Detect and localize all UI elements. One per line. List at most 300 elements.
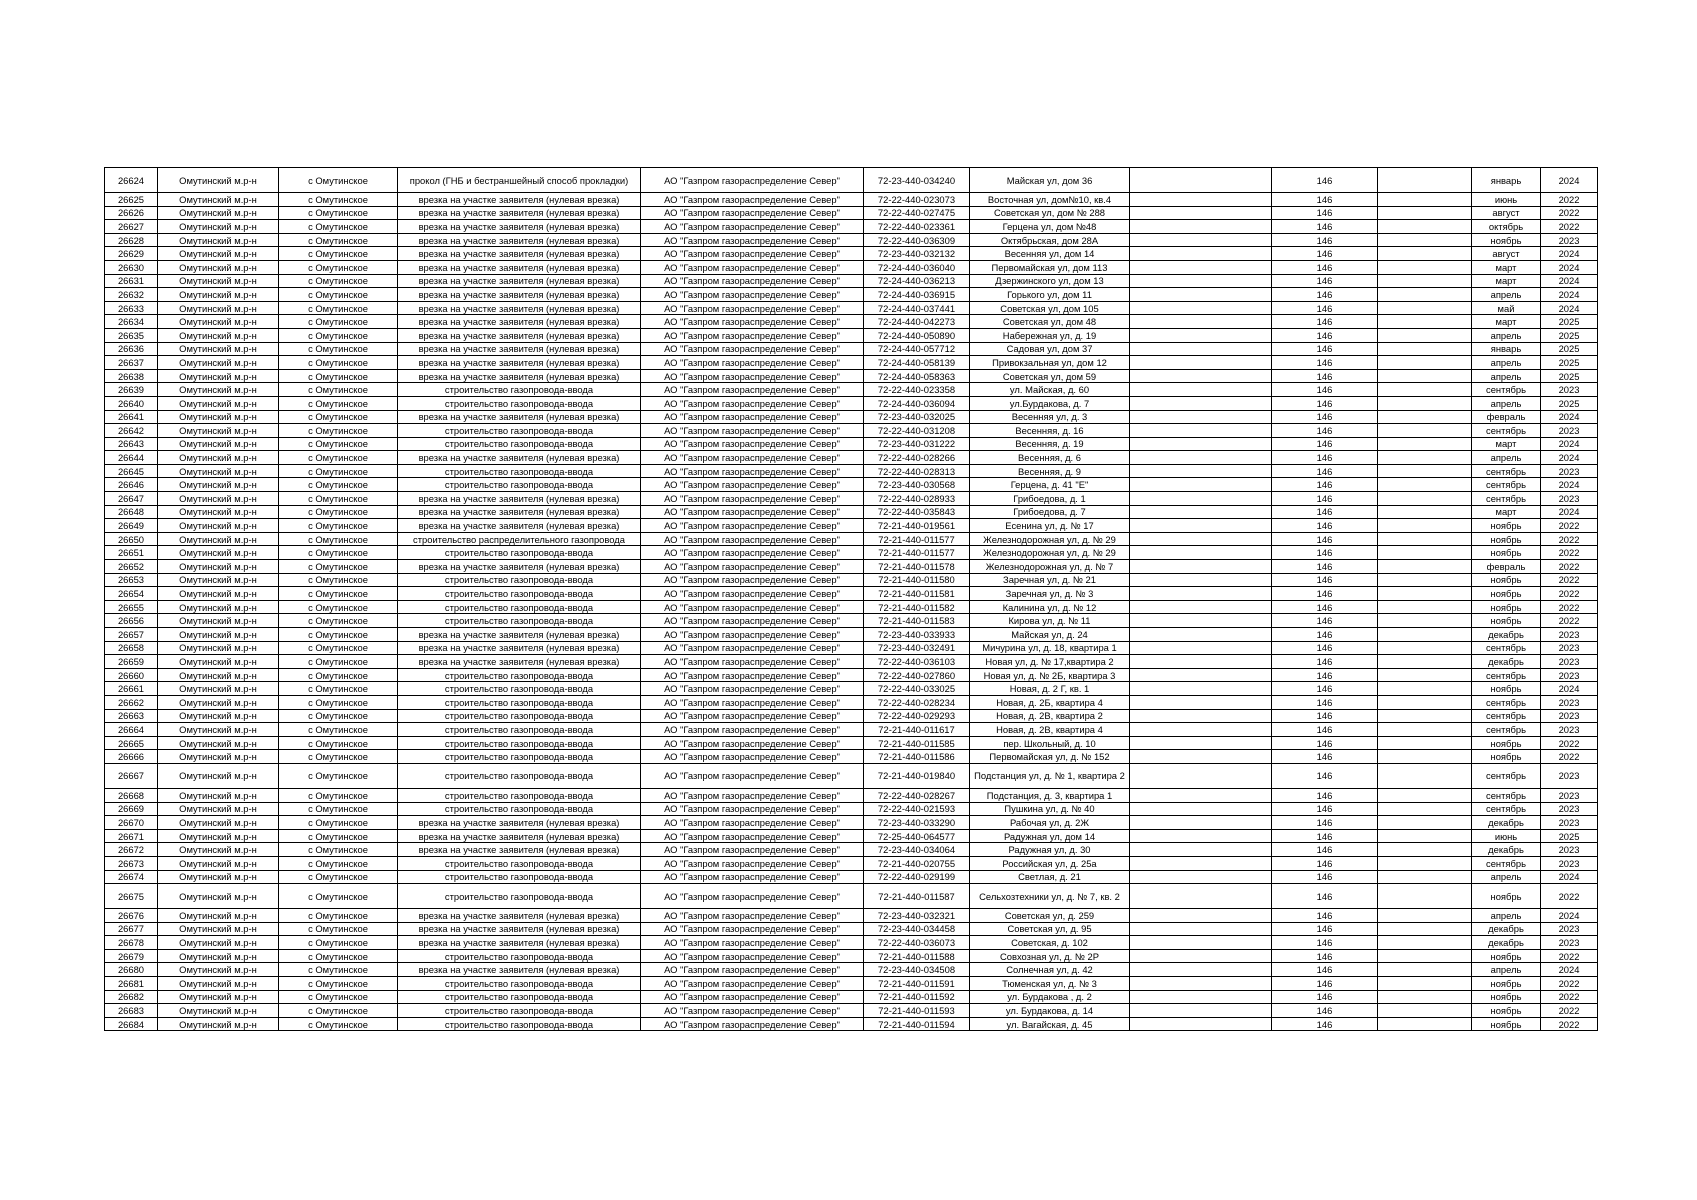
- table-row: [105, 260, 1598, 274]
- year-cell: 2024: [1541, 478, 1598, 492]
- month-cell: ноябрь: [1472, 750, 1541, 764]
- company-cell: АО "Газпром газораспределение Север": [641, 990, 864, 1004]
- empty-cell: [1378, 424, 1472, 438]
- empty-cell: [1130, 573, 1272, 587]
- application-number-cell: 72-23-440-032025: [864, 410, 970, 424]
- month-cell: сентябрь: [1472, 492, 1541, 506]
- address-cell: Привокзальная ул, дом 12: [970, 356, 1130, 370]
- company-cell: АО "Газпром газораспределение Север": [641, 802, 864, 816]
- tariff-cell: 146: [1272, 990, 1378, 1004]
- tariff-cell: 146: [1272, 492, 1378, 506]
- year-cell: 2023: [1541, 424, 1598, 438]
- application-number-cell: 72-21-440-011587: [864, 884, 970, 909]
- application-number-cell: 72-21-440-011578: [864, 560, 970, 574]
- row-number-cell: 26672: [105, 843, 158, 857]
- table-row: [105, 424, 1598, 438]
- empty-cell: [1378, 990, 1472, 1004]
- work-type-cell: врезка на участке заявителя (нулевая врезка): [398, 260, 641, 274]
- document-page: [104, 167, 1593, 1031]
- row-number-cell: 26642: [105, 424, 158, 438]
- address-cell: Подстанция, д. 3, квартира 1: [970, 788, 1130, 802]
- tariff-cell: 146: [1272, 963, 1378, 977]
- year-cell: 2022: [1541, 532, 1598, 546]
- company-cell: АО "Газпром газораспределение Север": [641, 424, 864, 438]
- empty-cell: [1378, 963, 1472, 977]
- tariff-cell: 146: [1272, 260, 1378, 274]
- empty-cell: [1130, 424, 1272, 438]
- tariff-cell: 146: [1272, 383, 1378, 397]
- empty-cell: [1130, 492, 1272, 506]
- settlement-cell: с Омутинское: [279, 492, 398, 506]
- address-cell: Светлая, д. 21: [970, 870, 1130, 884]
- tariff-cell: 146: [1272, 709, 1378, 723]
- district-cell: Омутинский м.р-н: [158, 301, 279, 315]
- address-cell: Весенняя ул, дом 14: [970, 247, 1130, 261]
- district-cell: Омутинский м.р-н: [158, 328, 279, 342]
- settlement-cell: с Омутинское: [279, 342, 398, 356]
- district-cell: Омутинский м.р-н: [158, 936, 279, 950]
- month-cell: декабрь: [1472, 628, 1541, 642]
- year-cell: 2025: [1541, 396, 1598, 410]
- empty-cell: [1130, 451, 1272, 465]
- row-number-cell: 26647: [105, 492, 158, 506]
- empty-cell: [1130, 1004, 1272, 1018]
- district-cell: Омутинский м.р-н: [158, 641, 279, 655]
- empty-cell: [1130, 614, 1272, 628]
- district-cell: Омутинский м.р-н: [158, 560, 279, 574]
- address-cell: ул. Майская, д. 60: [970, 383, 1130, 397]
- empty-cell: [1130, 668, 1272, 682]
- company-cell: АО "Газпром газораспределение Север": [641, 750, 864, 764]
- tariff-cell: 146: [1272, 1004, 1378, 1018]
- year-cell: 2023: [1541, 802, 1598, 816]
- year-cell: 2023: [1541, 383, 1598, 397]
- company-cell: АО "Газпром газораспределение Север": [641, 682, 864, 696]
- address-cell: Российская ул, д. 25а: [970, 856, 1130, 870]
- settlement-cell: с Омутинское: [279, 641, 398, 655]
- row-number-cell: 26665: [105, 736, 158, 750]
- address-cell: Радужная ул, дом 14: [970, 829, 1130, 843]
- application-number-cell: 72-22-440-033025: [864, 682, 970, 696]
- tariff-cell: 146: [1272, 301, 1378, 315]
- work-type-cell: строительство газопровода-ввода: [398, 870, 641, 884]
- empty-cell: [1378, 260, 1472, 274]
- empty-cell: [1130, 505, 1272, 519]
- work-type-cell: врезка на участке заявителя (нулевая врезка): [398, 315, 641, 329]
- work-type-cell: строительство газопровода-ввода: [398, 464, 641, 478]
- month-cell: апрель: [1472, 963, 1541, 977]
- month-cell: ноябрь: [1472, 977, 1541, 991]
- row-number-cell: 26661: [105, 682, 158, 696]
- tariff-cell: 146: [1272, 614, 1378, 628]
- application-number-cell: 72-22-440-027475: [864, 206, 970, 220]
- empty-cell: [1378, 464, 1472, 478]
- settlement-cell: с Омутинское: [279, 464, 398, 478]
- empty-cell: [1130, 168, 1272, 193]
- table-row: [105, 695, 1598, 709]
- tariff-cell: 146: [1272, 505, 1378, 519]
- address-cell: Рабочая ул, д. 2Ж: [970, 816, 1130, 830]
- table-row: [105, 682, 1598, 696]
- empty-cell: [1130, 977, 1272, 991]
- district-cell: Омутинский м.р-н: [158, 587, 279, 601]
- row-number-cell: 26677: [105, 922, 158, 936]
- district-cell: Омутинский м.р-н: [158, 505, 279, 519]
- year-cell: 2024: [1541, 301, 1598, 315]
- row-number-cell: 26673: [105, 856, 158, 870]
- tariff-cell: 146: [1272, 750, 1378, 764]
- work-type-cell: строительство газопровода-ввода: [398, 1004, 641, 1018]
- year-cell: 2022: [1541, 573, 1598, 587]
- work-type-cell: строительство газопровода-ввода: [398, 573, 641, 587]
- empty-cell: [1130, 750, 1272, 764]
- empty-cell: [1130, 478, 1272, 492]
- application-number-cell: 72-22-440-035843: [864, 505, 970, 519]
- address-cell: Пушкина ул, д. № 40: [970, 802, 1130, 816]
- empty-cell: [1378, 451, 1472, 465]
- empty-cell: [1378, 247, 1472, 261]
- company-cell: АО "Газпром газораспределение Север": [641, 816, 864, 830]
- table-row: [105, 1004, 1598, 1018]
- table-row: [105, 750, 1598, 764]
- table-row: [105, 301, 1598, 315]
- year-cell: 2023: [1541, 763, 1598, 788]
- tariff-cell: 146: [1272, 788, 1378, 802]
- work-type-cell: строительство газопровода-ввода: [398, 763, 641, 788]
- application-number-cell: 72-21-440-011586: [864, 750, 970, 764]
- month-cell: ноябрь: [1472, 736, 1541, 750]
- row-number-cell: 26637: [105, 356, 158, 370]
- address-cell: Советская, д. 102: [970, 936, 1130, 950]
- address-cell: ул.Бурдакова, д. 7: [970, 396, 1130, 410]
- work-type-cell: строительство газопровода-ввода: [398, 709, 641, 723]
- table-row: [105, 628, 1598, 642]
- district-cell: Омутинский м.р-н: [158, 369, 279, 383]
- address-cell: Сельхозтехники ул, д. № 7, кв. 2: [970, 884, 1130, 909]
- data-table: [104, 167, 1598, 1031]
- empty-cell: [1378, 816, 1472, 830]
- application-number-cell: 72-21-440-011592: [864, 990, 970, 1004]
- tariff-cell: 146: [1272, 193, 1378, 207]
- table-row: [105, 936, 1598, 950]
- address-cell: Весенняя, д. 6: [970, 451, 1130, 465]
- address-cell: Новая, д. 2Б, квартира 4: [970, 695, 1130, 709]
- district-cell: Омутинский м.р-н: [158, 260, 279, 274]
- table-row: [105, 587, 1598, 601]
- work-type-cell: строительство газопровода-ввода: [398, 600, 641, 614]
- application-number-cell: 72-22-440-027860: [864, 668, 970, 682]
- table-row: [105, 369, 1598, 383]
- tariff-cell: 146: [1272, 274, 1378, 288]
- work-type-cell: строительство газопровода-ввода: [398, 977, 641, 991]
- month-cell: октябрь: [1472, 220, 1541, 234]
- year-cell: 2022: [1541, 736, 1598, 750]
- year-cell: 2023: [1541, 709, 1598, 723]
- table-row: [105, 505, 1598, 519]
- empty-cell: [1378, 723, 1472, 737]
- company-cell: АО "Газпром газораспределение Север": [641, 369, 864, 383]
- year-cell: 2025: [1541, 369, 1598, 383]
- district-cell: Омутинский м.р-н: [158, 464, 279, 478]
- company-cell: АО "Газпром газораспределение Север": [641, 315, 864, 329]
- row-number-cell: 26646: [105, 478, 158, 492]
- tariff-cell: 146: [1272, 532, 1378, 546]
- tariff-cell: 146: [1272, 464, 1378, 478]
- row-number-cell: 26667: [105, 763, 158, 788]
- company-cell: АО "Газпром газораспределение Север": [641, 843, 864, 857]
- district-cell: Омутинский м.р-н: [158, 1017, 279, 1031]
- row-number-cell: 26635: [105, 328, 158, 342]
- address-cell: Советская ул, д. 259: [970, 909, 1130, 923]
- empty-cell: [1378, 788, 1472, 802]
- year-cell: 2023: [1541, 655, 1598, 669]
- settlement-cell: с Омутинское: [279, 990, 398, 1004]
- year-cell: 2024: [1541, 437, 1598, 451]
- empty-cell: [1130, 922, 1272, 936]
- application-number-cell: 72-21-440-011580: [864, 573, 970, 587]
- company-cell: АО "Газпром газораспределение Север": [641, 478, 864, 492]
- month-cell: сентябрь: [1472, 763, 1541, 788]
- year-cell: 2022: [1541, 750, 1598, 764]
- company-cell: АО "Газпром газораспределение Север": [641, 949, 864, 963]
- application-number-cell: 72-24-440-036213: [864, 274, 970, 288]
- application-number-cell: 72-21-440-011591: [864, 977, 970, 991]
- table-row: [105, 802, 1598, 816]
- work-type-cell: врезка на участке заявителя (нулевая врезка): [398, 247, 641, 261]
- settlement-cell: с Омутинское: [279, 843, 398, 857]
- tariff-cell: 146: [1272, 600, 1378, 614]
- month-cell: ноябрь: [1472, 600, 1541, 614]
- company-cell: АО "Газпром газораспределение Север": [641, 274, 864, 288]
- row-number-cell: 26632: [105, 288, 158, 302]
- tariff-cell: 146: [1272, 695, 1378, 709]
- month-cell: ноябрь: [1472, 532, 1541, 546]
- company-cell: АО "Газпром газораспределение Север": [641, 668, 864, 682]
- row-number-cell: 26662: [105, 695, 158, 709]
- company-cell: АО "Газпром газораспределение Север": [641, 909, 864, 923]
- table-row: [105, 451, 1598, 465]
- table-row: [105, 573, 1598, 587]
- work-type-cell: врезка на участке заявителя (нулевая врезка): [398, 342, 641, 356]
- empty-cell: [1130, 802, 1272, 816]
- address-cell: Железнодорожная ул, д. № 7: [970, 560, 1130, 574]
- application-number-cell: 72-21-440-011581: [864, 587, 970, 601]
- settlement-cell: с Омутинское: [279, 396, 398, 410]
- year-cell: 2023: [1541, 856, 1598, 870]
- company-cell: АО "Газпром газораспределение Север": [641, 870, 864, 884]
- district-cell: Омутинский м.р-н: [158, 723, 279, 737]
- company-cell: АО "Газпром газораспределение Север": [641, 464, 864, 478]
- tariff-cell: 146: [1272, 356, 1378, 370]
- row-number-cell: 26631: [105, 274, 158, 288]
- empty-cell: [1130, 260, 1272, 274]
- company-cell: АО "Газпром газораспределение Север": [641, 260, 864, 274]
- tariff-cell: 146: [1272, 668, 1378, 682]
- district-cell: Омутинский м.р-н: [158, 655, 279, 669]
- settlement-cell: с Омутинское: [279, 816, 398, 830]
- district-cell: Омутинский м.р-н: [158, 884, 279, 909]
- year-cell: 2024: [1541, 247, 1598, 261]
- application-number-cell: 72-22-440-028234: [864, 695, 970, 709]
- work-type-cell: врезка на участке заявителя (нулевая врезка): [398, 451, 641, 465]
- district-cell: Омутинский м.р-н: [158, 573, 279, 587]
- year-cell: 2024: [1541, 505, 1598, 519]
- empty-cell: [1130, 437, 1272, 451]
- year-cell: 2023: [1541, 233, 1598, 247]
- month-cell: май: [1472, 301, 1541, 315]
- district-cell: Омутинский м.р-н: [158, 600, 279, 614]
- company-cell: АО "Газпром газораспределение Север": [641, 233, 864, 247]
- year-cell: 2024: [1541, 682, 1598, 696]
- company-cell: АО "Газпром газораспределение Север": [641, 328, 864, 342]
- empty-cell: [1130, 909, 1272, 923]
- address-cell: Подстанция ул, д. № 1, квартира 2: [970, 763, 1130, 788]
- work-type-cell: строительство распределительного газопровода: [398, 532, 641, 546]
- district-cell: Омутинский м.р-н: [158, 206, 279, 220]
- empty-cell: [1378, 682, 1472, 696]
- application-number-cell: 72-23-440-032132: [864, 247, 970, 261]
- month-cell: ноябрь: [1472, 884, 1541, 909]
- row-number-cell: 26669: [105, 802, 158, 816]
- work-type-cell: строительство газопровода-ввода: [398, 668, 641, 682]
- empty-cell: [1378, 328, 1472, 342]
- empty-cell: [1378, 206, 1472, 220]
- application-number-cell: 72-21-440-011588: [864, 949, 970, 963]
- district-cell: Омутинский м.р-н: [158, 802, 279, 816]
- address-cell: Радужная ул, д. 30: [970, 843, 1130, 857]
- tariff-cell: 146: [1272, 977, 1378, 991]
- work-type-cell: врезка на участке заявителя (нулевая врезка): [398, 519, 641, 533]
- address-cell: Майская ул, д. 24: [970, 628, 1130, 642]
- empty-cell: [1378, 936, 1472, 950]
- application-number-cell: 72-24-440-036094: [864, 396, 970, 410]
- company-cell: АО "Газпром газораспределение Север": [641, 342, 864, 356]
- row-number-cell: 26652: [105, 560, 158, 574]
- table-row: [105, 315, 1598, 329]
- month-cell: ноябрь: [1472, 614, 1541, 628]
- address-cell: Новая, д. 2В, квартира 4: [970, 723, 1130, 737]
- year-cell: 2023: [1541, 816, 1598, 830]
- district-cell: Омутинский м.р-н: [158, 424, 279, 438]
- empty-cell: [1130, 949, 1272, 963]
- tariff-cell: 146: [1272, 909, 1378, 923]
- tariff-cell: 146: [1272, 802, 1378, 816]
- settlement-cell: с Омутинское: [279, 546, 398, 560]
- address-cell: Герцена ул, дом №48: [970, 220, 1130, 234]
- month-cell: сентябрь: [1472, 478, 1541, 492]
- empty-cell: [1130, 963, 1272, 977]
- empty-cell: [1130, 1017, 1272, 1031]
- settlement-cell: с Омутинское: [279, 560, 398, 574]
- empty-cell: [1130, 369, 1272, 383]
- district-cell: Омутинский м.р-н: [158, 193, 279, 207]
- table-row: [105, 206, 1598, 220]
- empty-cell: [1130, 206, 1272, 220]
- table-row: [105, 843, 1598, 857]
- tariff-cell: 146: [1272, 546, 1378, 560]
- work-type-cell: строительство газопровода-ввода: [398, 383, 641, 397]
- settlement-cell: с Омутинское: [279, 587, 398, 601]
- district-cell: Омутинский м.р-н: [158, 451, 279, 465]
- table-row: [105, 342, 1598, 356]
- settlement-cell: с Омутинское: [279, 437, 398, 451]
- month-cell: апрель: [1472, 870, 1541, 884]
- address-cell: Набережная ул, д. 19: [970, 328, 1130, 342]
- settlement-cell: с Омутинское: [279, 260, 398, 274]
- tariff-cell: 146: [1272, 628, 1378, 642]
- work-type-cell: строительство газопровода-ввода: [398, 614, 641, 628]
- application-number-cell: 72-22-440-029293: [864, 709, 970, 723]
- settlement-cell: с Омутинское: [279, 1017, 398, 1031]
- month-cell: декабрь: [1472, 816, 1541, 830]
- company-cell: АО "Газпром газораспределение Север": [641, 220, 864, 234]
- empty-cell: [1378, 342, 1472, 356]
- row-number-cell: 26638: [105, 369, 158, 383]
- work-type-cell: врезка на участке заявителя (нулевая врезка): [398, 655, 641, 669]
- tariff-cell: 146: [1272, 315, 1378, 329]
- address-cell: Весенняя, д. 9: [970, 464, 1130, 478]
- address-cell: Советская ул, дом № 288: [970, 206, 1130, 220]
- month-cell: ноябрь: [1472, 573, 1541, 587]
- empty-cell: [1378, 856, 1472, 870]
- district-cell: Омутинский м.р-н: [158, 1004, 279, 1018]
- row-number-cell: 26670: [105, 816, 158, 830]
- row-number-cell: 26653: [105, 573, 158, 587]
- tariff-cell: 146: [1272, 478, 1378, 492]
- tariff-cell: 146: [1272, 519, 1378, 533]
- work-type-cell: строительство газопровода-ввода: [398, 424, 641, 438]
- empty-cell: [1130, 709, 1272, 723]
- table-row: [105, 655, 1598, 669]
- work-type-cell: врезка на участке заявителя (нулевая врезка): [398, 274, 641, 288]
- settlement-cell: с Омутинское: [279, 247, 398, 261]
- application-number-cell: 72-25-440-064577: [864, 829, 970, 843]
- row-number-cell: 26671: [105, 829, 158, 843]
- table-row: [105, 963, 1598, 977]
- district-cell: Омутинский м.р-н: [158, 342, 279, 356]
- work-type-cell: строительство газопровода-ввода: [398, 695, 641, 709]
- company-cell: АО "Газпром газораспределение Север": [641, 936, 864, 950]
- empty-cell: [1130, 301, 1272, 315]
- table-row: [105, 546, 1598, 560]
- tariff-cell: 146: [1272, 843, 1378, 857]
- table-row: [105, 464, 1598, 478]
- empty-cell: [1130, 247, 1272, 261]
- application-number-cell: 72-23-440-034064: [864, 843, 970, 857]
- empty-cell: [1378, 668, 1472, 682]
- empty-cell: [1130, 736, 1272, 750]
- tariff-cell: 146: [1272, 396, 1378, 410]
- month-cell: ноябрь: [1472, 587, 1541, 601]
- district-cell: Омутинский м.р-н: [158, 492, 279, 506]
- row-number-cell: 26650: [105, 532, 158, 546]
- empty-cell: [1130, 274, 1272, 288]
- row-number-cell: 26641: [105, 410, 158, 424]
- empty-cell: [1130, 628, 1272, 642]
- table-row: [105, 233, 1598, 247]
- month-cell: декабрь: [1472, 936, 1541, 950]
- empty-cell: [1130, 655, 1272, 669]
- table-row: [105, 736, 1598, 750]
- tariff-cell: 146: [1272, 206, 1378, 220]
- row-number-cell: 26675: [105, 884, 158, 909]
- settlement-cell: с Омутинское: [279, 600, 398, 614]
- month-cell: ноябрь: [1472, 546, 1541, 560]
- company-cell: АО "Газпром газораспределение Север": [641, 356, 864, 370]
- month-cell: август: [1472, 206, 1541, 220]
- empty-cell: [1130, 410, 1272, 424]
- address-cell: Первомайская ул, д. № 152: [970, 750, 1130, 764]
